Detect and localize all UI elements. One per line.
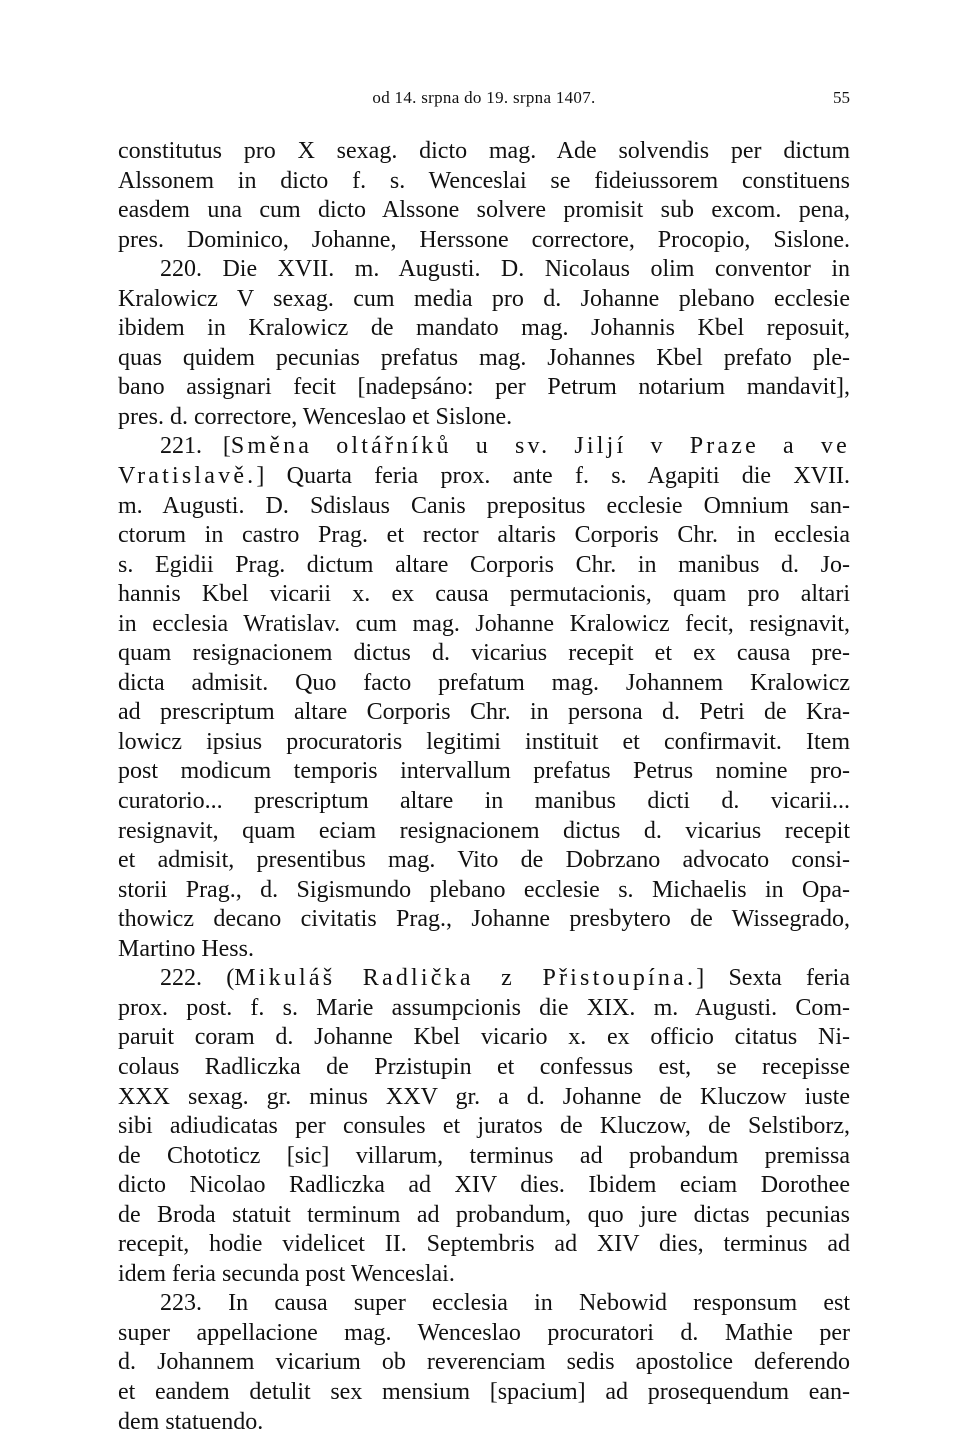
text-segment: XXX sexag. gr. minus XXV gr. a d. Johanne de Kluczow iuste: [118, 1083, 850, 1110]
text-segment: dem statuendo.: [118, 1408, 264, 1435]
text-segment: Alssonem in dicto f. s. Wenceslai se fideiussorem constituens: [118, 167, 850, 194]
text-line: [118, 1171, 850, 1201]
text-segment: ctorum in castro Prag. et rector altaris Corporis Chr. in ecclesia: [118, 522, 850, 549]
text-segment: m. Augusti. D. Sdislaus Canis prepositus ecclesie Omnium san-: [118, 492, 850, 519]
text-line: [118, 255, 850, 285]
text-segment: prox. post. f. s. Marie assumpcionis die XIX. m. Augusti. Com-: [118, 994, 850, 1021]
text-line: [118, 196, 850, 226]
text-segment: ] Sexta feria: [696, 965, 850, 992]
text-segment: paruit coram d. Johanne Kbel vicario x. ex officio citatus Ni-: [118, 1024, 850, 1051]
text-segment: et admisit, presentibus mag. Vito de Dobrzano advocato consi-: [118, 847, 850, 874]
text-segment: ] Quarta feria prox. ante f. s. Agapiti die XVII.: [256, 463, 850, 490]
text-segment: 220. Die XVII. m. Augusti. D. Nicolaus olim conventor in: [160, 256, 850, 283]
text-line: [118, 1230, 850, 1260]
text-segment: s. Egidii Prag. dictum altare Corporis Chr. in manibus d. Jo-: [118, 551, 850, 578]
running-title: od 14. srpna do 19. srpna 1407.: [372, 88, 596, 107]
text-line: [118, 1260, 850, 1290]
text-line: [118, 492, 850, 522]
text-line: [118, 1378, 850, 1408]
text-segment: constitutus pro X sexag. dicto mag. Ade solvendis per dictum: [118, 138, 850, 164]
text-line: [118, 1023, 850, 1053]
text-line: [118, 226, 850, 256]
text-segment: lowicz ipsius procuratoris legitimi instituit et confirmavit. Item: [118, 728, 850, 755]
text-line: [118, 580, 850, 610]
text-segment: et eandem detulit sex mensium [spacium] ad prosequendum ean-: [118, 1378, 850, 1405]
text-segment: recepit, hodie videlicet II. Septembris ad XIV dies, terminus ad: [118, 1231, 850, 1258]
text-line: [118, 994, 850, 1024]
text-segment: curatorio... prescriptum altare in manibus dicti d. vicarii...: [118, 788, 850, 815]
text-segment: thowicz decano civitatis Prag., Johanne presbytero de Wissegrado,: [118, 906, 850, 933]
text-line: [118, 817, 850, 847]
spaced-heading-text: Vratislavě.: [118, 463, 257, 490]
text-line: [118, 610, 850, 640]
text-line: [118, 373, 850, 403]
text-segment: post modicum temporis intervallum prefatus Petrus nomine pro-: [118, 758, 850, 785]
text-line: [118, 728, 850, 758]
text-line: [118, 787, 850, 817]
text-line: [118, 1142, 850, 1172]
text-line: [118, 432, 850, 462]
text-segment: 222. (: [160, 965, 235, 992]
text-line: [118, 462, 850, 492]
text-line: [118, 167, 850, 197]
text-line: [118, 403, 850, 433]
text-line: [118, 1408, 850, 1438]
text-line: [118, 669, 850, 699]
text-segment: sibi adiudicatas per consules et juratos de Kluczow, de Selstiborz,: [118, 1113, 850, 1140]
page-number: 55: [833, 88, 850, 107]
spaced-heading-text: Směna oltářníků u sv. Jiljí v Praze a ve: [230, 433, 850, 460]
text-line: [118, 1289, 850, 1319]
text-segment: pres. d. correctore, Wenceslao et Sislone.: [118, 403, 513, 430]
text-segment: 221. [: [160, 433, 231, 460]
text-segment: quas quidem pecunias prefatus mag. Johannes Kbel prefato ple-: [118, 344, 850, 371]
text-segment: super appellacione mag. Wenceslao procuratori d. Mathie per: [118, 1319, 850, 1346]
text-line: [118, 314, 850, 344]
text-line: [118, 1112, 850, 1142]
text-line: [118, 846, 850, 876]
text-segment: quam resignacionem dictus d. vicarius recepit et ex causa pre-: [118, 640, 850, 667]
body-text: [118, 137, 850, 1437]
text-segment: Kralowicz V sexag. cum media pro d. Johanne plebano ecclesie: [118, 285, 850, 312]
text-line: [118, 1053, 850, 1083]
text-segment: d. Johannem vicarium ob reverenciam sedis apostolice deferendo: [118, 1349, 850, 1376]
text-segment: idem feria secunda post Wenceslai.: [118, 1260, 455, 1287]
text-line: [118, 964, 850, 994]
text-line: [118, 698, 850, 728]
text-segment: in ecclesia Wratislav. cum mag. Johanne Kralowicz fecit, resignavit,: [118, 610, 850, 637]
text-line: [118, 905, 850, 935]
text-line: [118, 757, 850, 787]
text-segment: 223. In causa super ecclesia in Nebowid responsum est: [160, 1290, 850, 1317]
text-line: [118, 1201, 850, 1231]
text-line: [118, 521, 850, 551]
text-segment: resignavit, quam eciam resignacionem dictus d. vicarius recepit: [118, 817, 850, 844]
spaced-heading-text: Mikuláš Radlička z Přistoupína.: [234, 965, 697, 992]
text-line: [118, 876, 850, 906]
text-segment: pres. Dominico, Johanne, Herssone correctore, Procopio, Sislone.: [118, 226, 850, 253]
text-segment: ibidem in Kralowicz de mandato mag. Johannis Kbel reposuit,: [118, 315, 850, 342]
text-line: [118, 1348, 850, 1378]
text-segment: easdem una cum dicto Alssone solvere promisit sub excom. pena,: [118, 197, 850, 224]
text-line: [118, 935, 850, 965]
text-segment: Martino Hess.: [118, 935, 254, 962]
text-segment: ad prescriptum altare Corporis Chr. in persona d. Petri de Kra-: [118, 699, 850, 726]
text-segment: de Chototicz [sic] villarum, terminus ad probandum premissa: [118, 1142, 850, 1169]
text-segment: de Broda statuit terminum ad probandum, quo jure dictas pecunias: [118, 1201, 850, 1228]
text-line: [118, 1319, 850, 1349]
running-header: [118, 88, 850, 112]
text-segment: storii Prag., d. Sigismundo plebano ecclesie s. Michaelis in Opa-: [118, 876, 850, 903]
text-segment: bano assignari fecit [nadepsáno: per Petrum notarium mandavit],: [118, 374, 850, 401]
text-line: [118, 137, 850, 167]
text-segment: hannis Kbel vicarii x. ex causa permutacionis, quam pro altari: [118, 581, 850, 608]
text-segment: dicta admisit. Quo facto prefatum mag. Johannem Kralowicz: [118, 669, 850, 696]
text-line: [118, 551, 850, 581]
text-line: [118, 639, 850, 669]
text-segment: colaus Radliczka de Przistupin et confessus est, se recepisse: [118, 1053, 850, 1080]
text-line: [118, 344, 850, 374]
text-line: [118, 285, 850, 315]
text-line: [118, 1083, 850, 1113]
text-segment: dicto Nicolao Radliczka ad XIV dies. Ibidem eciam Dorothee: [118, 1172, 850, 1199]
